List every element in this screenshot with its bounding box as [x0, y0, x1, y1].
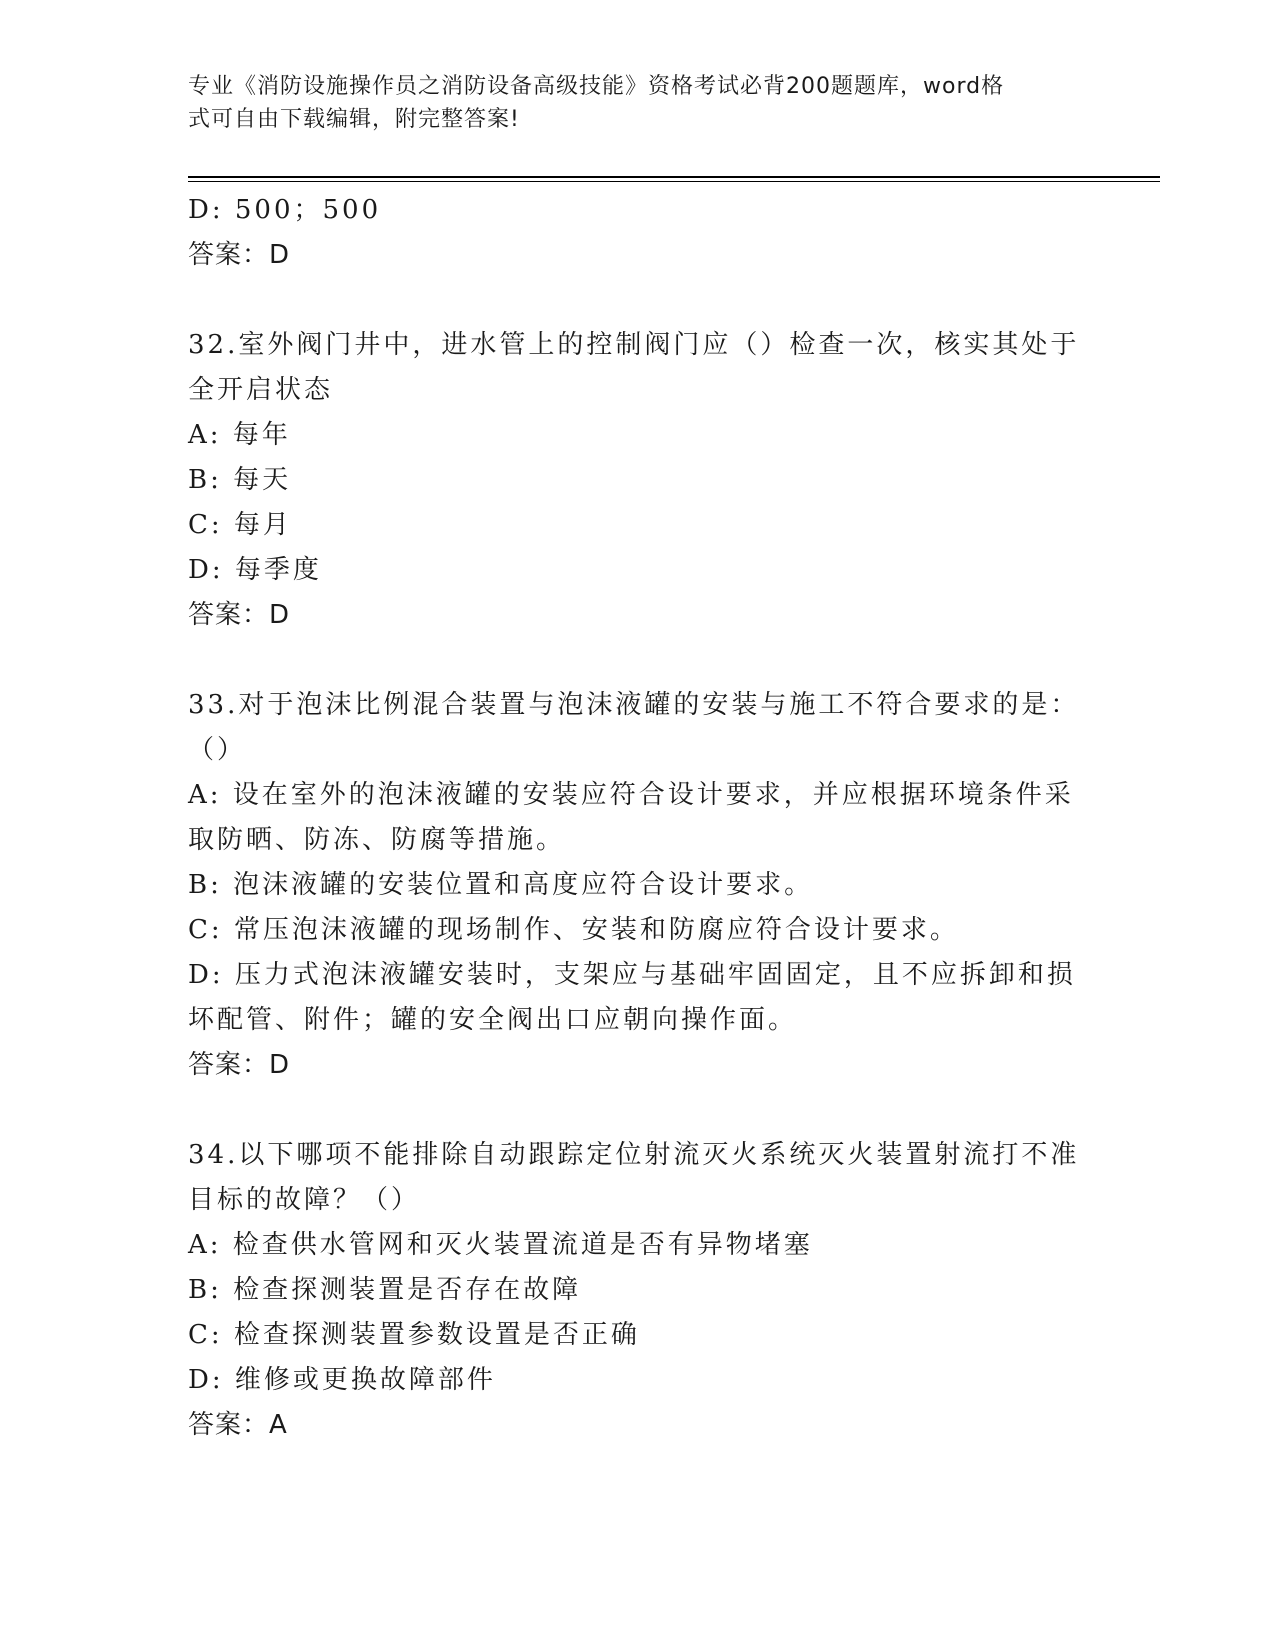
answer-line: 答案：D — [188, 600, 291, 630]
spacer — [188, 1088, 1088, 1133]
header-divider — [188, 176, 1160, 178]
option-a: A: 设在室外的泡沫液罐的安装应符合设计要求，并应根据环境条件采 — [188, 780, 1074, 810]
question-stem: 33.对于泡沫比例混合装置与泡沫液罐的安装与施工不符合要求的是： — [188, 690, 1080, 720]
question-stem-cont: 全开启状态 — [188, 375, 334, 405]
question-32 — [188, 323, 1088, 638]
option-c: C: 检查探测装置参数设置是否正确 — [188, 1320, 640, 1350]
question-stem: 34.以下哪项不能排除自动跟踪定位射流灭火系统灭火装置射流打不准 — [188, 1140, 1080, 1170]
option-b: B: 泡沫液罐的安装位置和高度应符合设计要求。 — [188, 870, 814, 900]
question-34 — [188, 1133, 1088, 1448]
option-a-cont: 取防晒、防冻、防腐等措施。 — [188, 825, 566, 855]
option-b: B: 检查探测装置是否存在故障 — [188, 1275, 582, 1305]
spacer — [188, 638, 1088, 683]
question-stem-cont: （） — [188, 735, 247, 765]
header-title-line-1: 专业《消防设施操作员之消防设备高级技能》资格考试必背200题题库，word格 — [188, 74, 1005, 99]
question-stem: 32.室外阀门井中，进水管上的控制阀门应（）检查一次，核实其处于 — [188, 330, 1080, 360]
previous-question-tail — [188, 188, 1088, 278]
question-list — [188, 188, 1088, 1448]
header-divider-thin — [188, 181, 1160, 182]
option-d: D: 500；500 — [188, 195, 382, 225]
answer-line: 答案：D — [188, 240, 291, 270]
option-c: C: 每月 — [188, 510, 292, 540]
option-d-cont: 坏配管、附件；罐的安全阀出口应朝向操作面。 — [188, 1005, 798, 1035]
header-title-line-2: 式可自由下载编辑，附完整答案! — [188, 107, 520, 132]
spacer — [188, 278, 1088, 323]
option-c: C: 常压泡沫液罐的现场制作、安装和防腐应符合设计要求。 — [188, 915, 959, 945]
option-b: B: 每天 — [188, 465, 292, 495]
page-header — [188, 70, 1068, 136]
question-33 — [188, 683, 1088, 1088]
option-a: A: 每年 — [188, 420, 291, 450]
option-d: D: 维修或更换故障部件 — [188, 1365, 496, 1395]
answer-line: 答案：A — [188, 1410, 288, 1440]
option-d: D: 每季度 — [188, 555, 322, 585]
answer-line: 答案：D — [188, 1050, 291, 1080]
option-d: D: 压力式泡沫液罐安装时，支架应与基础牢固固定，且不应拆卸和损 — [188, 960, 1076, 990]
option-a: A: 检查供水管网和灭火装置流道是否有异物堵塞 — [188, 1230, 813, 1260]
question-stem-cont: 目标的故障？（） — [188, 1185, 421, 1215]
